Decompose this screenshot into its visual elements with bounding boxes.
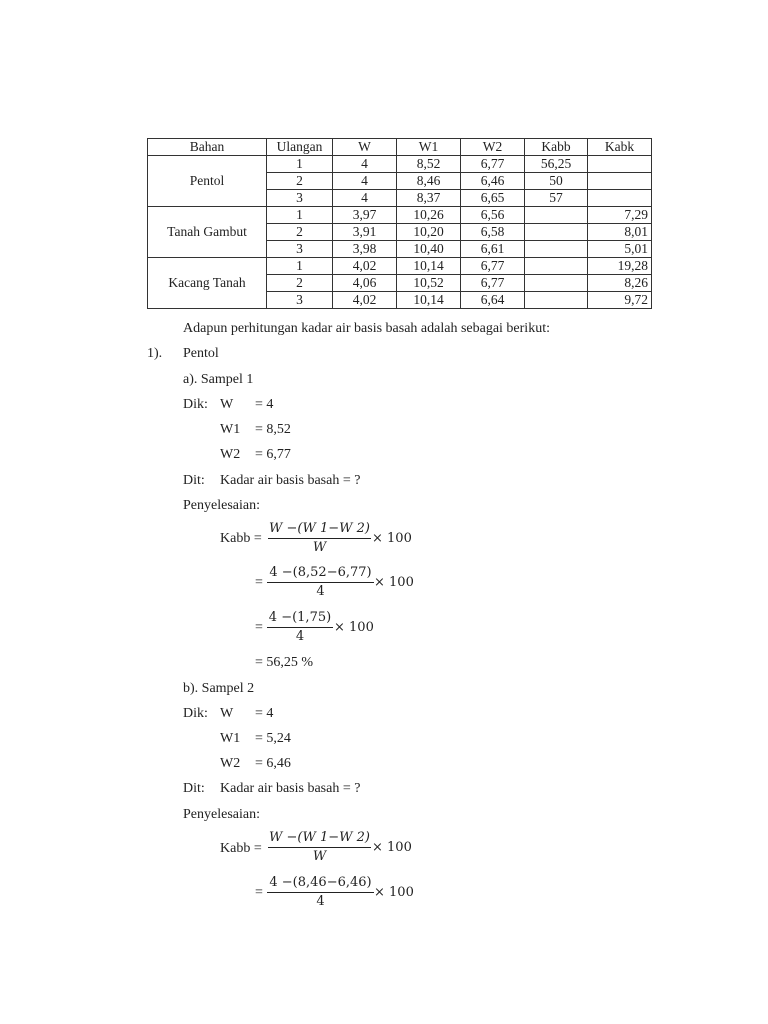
sample1-result: = 56,25 %	[255, 655, 314, 670]
bahan-cell: Tanah Gambut	[148, 207, 267, 258]
data-table	[147, 138, 652, 309]
header-w1: W1	[397, 139, 461, 156]
table-cell	[588, 190, 652, 207]
table-cell: 1	[267, 207, 333, 224]
table-cell: 6,61	[461, 241, 525, 258]
fraction-denominator: W	[312, 540, 327, 555]
table-cell: 56,25	[525, 156, 588, 173]
table-cell: 3,97	[333, 207, 397, 224]
table-cell	[588, 156, 652, 173]
sample1-fraction-2	[267, 565, 374, 600]
sample2-eq-2: =	[255, 885, 263, 900]
table-cell: 6,46	[461, 173, 525, 190]
sample1-fraction-1	[268, 521, 371, 556]
table-cell: 9,72	[588, 292, 652, 309]
sample1-var-w2-name: W2	[220, 447, 241, 462]
table-cell	[525, 292, 588, 309]
fraction-numerator: W −(W 1−W 2)	[269, 830, 370, 845]
intro-text: Adapun perhitungan kadar air basis basah adalah sebagai berikut:	[183, 321, 550, 336]
sample2-dik-label: Dik:	[183, 706, 208, 721]
header-w: W	[333, 139, 397, 156]
sample2-var-w2-value: = 6,46	[255, 756, 291, 771]
sample2-var-w2-name: W2	[220, 756, 241, 771]
sample1-times-2: × 100	[374, 575, 414, 590]
sample1-fraction-3	[267, 610, 333, 645]
sample2-var-w1-name: W1	[220, 731, 241, 746]
sample1-var-w1-name: W1	[220, 422, 241, 437]
table-cell: 6,77	[461, 258, 525, 275]
table-cell: 6,58	[461, 224, 525, 241]
header-kabb: Kabb	[525, 139, 588, 156]
table-cell: 8,37	[397, 190, 461, 207]
table-cell: 1	[267, 258, 333, 275]
fraction-numerator: 4 −(8,52−6,77)	[269, 565, 372, 580]
table-cell: 10,14	[397, 292, 461, 309]
sample2-solution-label: Penyelesaian:	[183, 807, 260, 822]
header-ulangan: Ulangan	[267, 139, 333, 156]
sample1-dik-label: Dik:	[183, 397, 208, 412]
table-cell: 4,02	[333, 292, 397, 309]
table-row	[148, 258, 652, 275]
sample1-lhs: Kabb =	[220, 531, 262, 546]
table-cell: 4,02	[333, 258, 397, 275]
sample2-dit-text: Kadar air basis basah = ?	[220, 781, 361, 796]
sample2-var-w1-value: = 5,24	[255, 731, 291, 746]
bahan-cell: Pentol	[148, 156, 267, 207]
table-cell: 4,06	[333, 275, 397, 292]
sample1-var-w1-value: = 8,52	[255, 422, 291, 437]
sample1-title: a). Sampel 1	[183, 372, 254, 387]
sample2-fraction-2	[267, 875, 374, 910]
section-number: 1).	[147, 346, 163, 361]
header-kabk: Kabk	[588, 139, 652, 156]
table-cell: 8,52	[397, 156, 461, 173]
table-cell: 2	[267, 224, 333, 241]
fraction-denominator: 4	[316, 584, 325, 599]
table-cell: 6,77	[461, 156, 525, 173]
table-cell: 3	[267, 190, 333, 207]
table-cell: 8,46	[397, 173, 461, 190]
bahan-cell: Kacang Tanah	[148, 258, 267, 309]
table-cell: 10,26	[397, 207, 461, 224]
table-cell	[525, 275, 588, 292]
fraction-bar	[268, 847, 371, 848]
table-cell: 4	[333, 156, 397, 173]
table-cell	[525, 241, 588, 258]
sample2-var-w-name: W	[220, 706, 234, 721]
sample1-dit-label: Dit:	[183, 473, 205, 488]
sample1-var-w-value: = 4	[255, 397, 274, 412]
sample2-times-1: × 100	[372, 840, 412, 855]
table-cell: 8,01	[588, 224, 652, 241]
table-cell: 10,14	[397, 258, 461, 275]
table-cell: 10,20	[397, 224, 461, 241]
sample2-lhs: Kabb =	[220, 841, 262, 856]
sample2-dit-label: Dit:	[183, 781, 205, 796]
table-cell: 7,29	[588, 207, 652, 224]
table-cell	[588, 173, 652, 190]
fraction-bar	[267, 892, 374, 893]
table-cell: 5,01	[588, 241, 652, 258]
fraction-bar	[267, 582, 374, 583]
sample2-fraction-1	[268, 830, 371, 865]
table-cell: 3	[267, 292, 333, 309]
sample1-dit-text: Kadar air basis basah = ?	[220, 473, 361, 488]
sample1-var-w-name: W	[220, 397, 234, 412]
table-cell: 8,26	[588, 275, 652, 292]
table-cell: 3	[267, 241, 333, 258]
table-cell: 50	[525, 173, 588, 190]
table-cell: 6,65	[461, 190, 525, 207]
fraction-denominator: 4	[295, 629, 305, 644]
sample1-eq-2: =	[255, 575, 263, 590]
sample1-solution-label: Penyelesaian:	[183, 498, 260, 513]
sample1-times-1: × 100	[372, 531, 412, 546]
fraction-denominator: W	[312, 849, 327, 864]
table-cell: 3,98	[333, 241, 397, 258]
table-cell: 10,40	[397, 241, 461, 258]
table-row	[148, 207, 652, 224]
table-cell: 6,56	[461, 207, 525, 224]
table-cell	[525, 224, 588, 241]
table-cell: 1	[267, 156, 333, 173]
fraction-denominator: 4	[316, 894, 325, 909]
sample1-times-3: × 100	[334, 620, 374, 635]
table-row	[148, 156, 652, 173]
table-cell: 6,77	[461, 275, 525, 292]
table-cell	[525, 207, 588, 224]
sample1-eq-3: =	[255, 620, 263, 635]
table-cell: 6,64	[461, 292, 525, 309]
table-cell: 3,91	[333, 224, 397, 241]
fraction-numerator: 4 −(1,75)	[268, 610, 332, 625]
fraction-numerator: W −(W 1−W 2)	[269, 521, 370, 536]
table-header-row	[148, 139, 652, 156]
header-w2: W2	[461, 139, 525, 156]
sample1-var-w2-value: = 6,77	[255, 447, 291, 462]
fraction-bar	[268, 538, 371, 539]
table-cell: 4	[333, 173, 397, 190]
sample2-title: b). Sampel 2	[183, 681, 255, 696]
sample2-var-w-value: = 4	[255, 706, 274, 721]
table-cell: 10,52	[397, 275, 461, 292]
table-cell: 2	[267, 275, 333, 292]
table-cell	[525, 258, 588, 275]
fraction-numerator: 4 −(8,46−6,46)	[269, 875, 372, 890]
table-cell: 19,28	[588, 258, 652, 275]
table-cell: 4	[333, 190, 397, 207]
table-cell: 2	[267, 173, 333, 190]
table-cell: 57	[525, 190, 588, 207]
header-bahan: Bahan	[148, 139, 267, 156]
sample2-times-2: × 100	[374, 885, 414, 900]
fraction-bar	[267, 627, 333, 628]
section-title: Pentol	[183, 346, 219, 361]
